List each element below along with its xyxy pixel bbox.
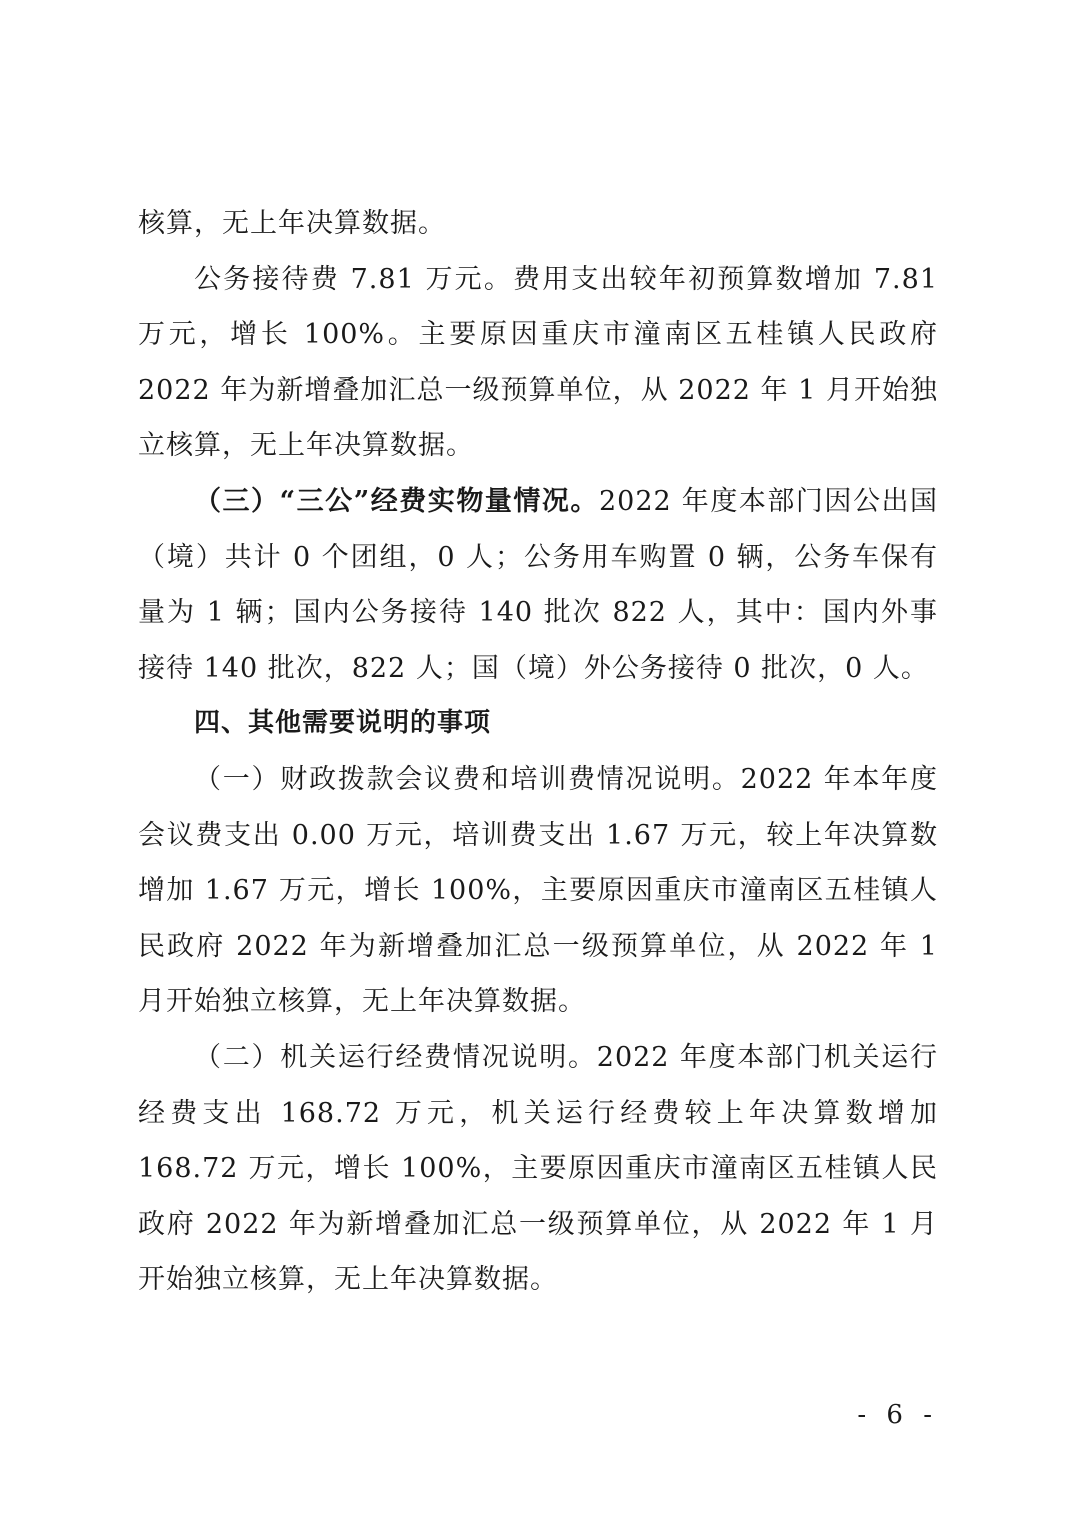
section-heading: 四、其他需要说明的事项 (194, 708, 492, 739)
page-number: - 6 - (857, 1400, 938, 1430)
paragraph-operating-expenses (138, 1030, 938, 1308)
paragraph-lead: （三）“三公”经费实物量情况。 (194, 485, 599, 517)
paragraph-text: 核算，无上年决算数据。 (138, 208, 446, 239)
document-body (138, 196, 938, 1308)
paragraph-reception-fee (138, 252, 938, 474)
paragraph-three-public-quantities (138, 474, 938, 696)
paragraph-continuation (138, 196, 938, 252)
paragraph-text: 2022 年度本部门因公出国（境）共计 0 个团组，0 人；公务用车购置 0 辆，公务车保有量为 1 辆；国内公务接待 140 批次 822 人，其中：国内外事接待 140 批次，822 人；国（境）外公务接待 0 批次，0 人。 (138, 485, 939, 684)
paragraph-text: 公务接待费 7.81 万元。费用支出较年初预算数增加 7.81 万元，增长 100%。主要原因重庆市潼南区五桂镇人民政府 2022 年为新增叠加汇总一级预算单位，从 2022 年 1 月开始独立核算，无上年决算数据。 (138, 263, 938, 462)
paragraph-meeting-training-fee (138, 752, 938, 1030)
paragraph-text: （二）机关运行经费情况说明。2022 年度本部门机关运行经费支出 168.72 万元，机关运行经费较上年决算数增加 168.72 万元，增长 100%，主要原因重庆市潼南区五桂镇人民政府 2022 年为新增叠加汇总一级预算单位，从 2022 年 1 月开始独立核算，无上年决算数据。 (138, 1041, 938, 1296)
paragraph-text: （一）财政拨款会议费和培训费情况说明。2022 年本年度会议费支出 0.00 万元，培训费支出 1.67 万元，较上年决算数增加 1.67 万元，增长 100%，主要原因重庆市潼南区五桂镇人民政府 2022 年为新增叠加汇总一级预算单位，从 2022 年 1 月开始独立核算，无上年决算数据。 (138, 763, 938, 1018)
